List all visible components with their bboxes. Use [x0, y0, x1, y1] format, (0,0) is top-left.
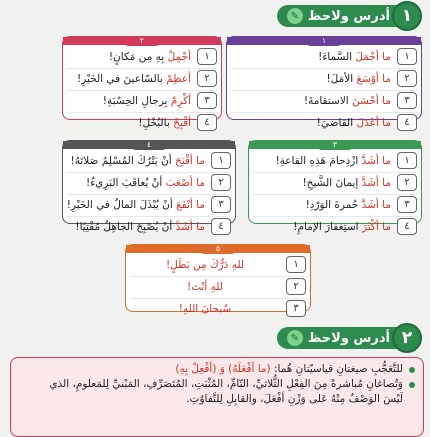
- section1-title: أدرس ولاحظ: [307, 8, 390, 24]
- example-card-2: [62, 36, 222, 129]
- list-item: ١ ما أقْبَحَ أنْ يَتْرُكَ المُسْلِمُ صَلاتَهُ!: [67, 151, 231, 170]
- card-tab: ٣: [316, 140, 354, 150]
- section2-title: أدرس ولاحظ: [307, 330, 390, 346]
- list-item: ٣ ما أحْسَنَ الاستقامةَ!: [231, 90, 417, 110]
- rule-note-box: [10, 357, 424, 437]
- example-card-3: [248, 140, 422, 233]
- card-tab: ٢: [123, 36, 161, 46]
- example-card-5: [125, 244, 311, 315]
- note-line-2: وَتُصاغانِ مُباشرةً مِنَ الفِعْلِ الثُّلاثيِّ، التّامِّ، المُثْبَتِ، المُتَصَرِّفِ، المَبْنيِّ لِلمَعلومِ، الذي: [19, 377, 415, 392]
- section2-title-bar: [277, 327, 398, 349]
- list-item: ٢ أعظِمْ بالسّاعينَ في الخَيْرِ!: [67, 68, 217, 88]
- list-item: ٣ أكْرِمْ بِرجالِ الحِسْبَةِ!: [67, 90, 217, 110]
- list-item: ٢ ما أصْعَبَ أنْ يُعاقَبَ البَرِيءُ!: [67, 172, 231, 192]
- list-item: ١ أجْمِلْ بِهِ مِن مَكانٍ!: [67, 47, 217, 66]
- list-item: ٣ ما أشَدَّ حُمرةَ الوَرْدِ!: [253, 194, 417, 214]
- list-item: ٣ ما أنْفَعَ أنْ يُبْذَلَ المالُ في الخَيْرِ!: [67, 194, 231, 214]
- list-item: ٢ ما أوْسَعَ الأمَلَ!: [231, 68, 417, 88]
- section2-number: ٢: [392, 323, 422, 353]
- list-item: ٢ ما أشَدَّ إيمانَ الشَّيخِ!: [253, 172, 417, 192]
- card-tab: ٥: [199, 244, 237, 254]
- list-item: ٤ ما أعْدَلَ القاضيَ!: [231, 112, 417, 132]
- card-tab: ٤: [130, 140, 168, 150]
- note-line-1: للتَّعَجُّبِ صيغتانِ قياسيّتانِ هُما: (ما أفْعَلَهُ) وَ (أفْعِلْ بِهِ): [19, 362, 415, 377]
- reading-icon: ✎: [287, 330, 303, 346]
- list-item: ٤ أقْبِحْ بالبُخْلِ!: [67, 112, 217, 132]
- list-item: ٤ ما أشَدَّ أنْ يُصْبِحَ الجاهِلُ مُفْتِيًا!: [67, 216, 231, 236]
- section1-header: [277, 2, 422, 30]
- section1-number: ١: [392, 1, 422, 31]
- bullet-icon: [409, 367, 415, 373]
- card-tab: ١: [305, 36, 343, 46]
- list-item: ١ ما أجْمَلَ السَّماءَ!: [231, 47, 417, 66]
- reading-icon: ✎: [287, 8, 303, 24]
- list-item: ٢ للهِ أنْتَ!: [130, 276, 306, 296]
- list-item: ٤ ما أكْثَرَ استِغفارَ الإمامِ!: [253, 216, 417, 236]
- example-card-4: [62, 140, 236, 233]
- list-item: ١ ما أشَدَّ ازْدِحامَ هَذِهِ القاعةِ!: [253, 151, 417, 170]
- section2-header: [277, 324, 422, 352]
- note-line-3: لَيْسَ الوَصْفُ مِنْهُ عَلى وَزْنِ أفْعَلَ، والقابِلِ لِلتَّفاوُتِ.: [186, 393, 403, 405]
- example-card-1: [226, 36, 422, 129]
- list-item: ٣ سُبحانَ اللهِ!: [130, 298, 306, 318]
- section1-title-bar: [277, 5, 398, 27]
- list-item: ١ للهِ دَرُّكَ مِن بَطَلٍ!: [130, 255, 306, 274]
- bullet-icon: [409, 382, 415, 388]
